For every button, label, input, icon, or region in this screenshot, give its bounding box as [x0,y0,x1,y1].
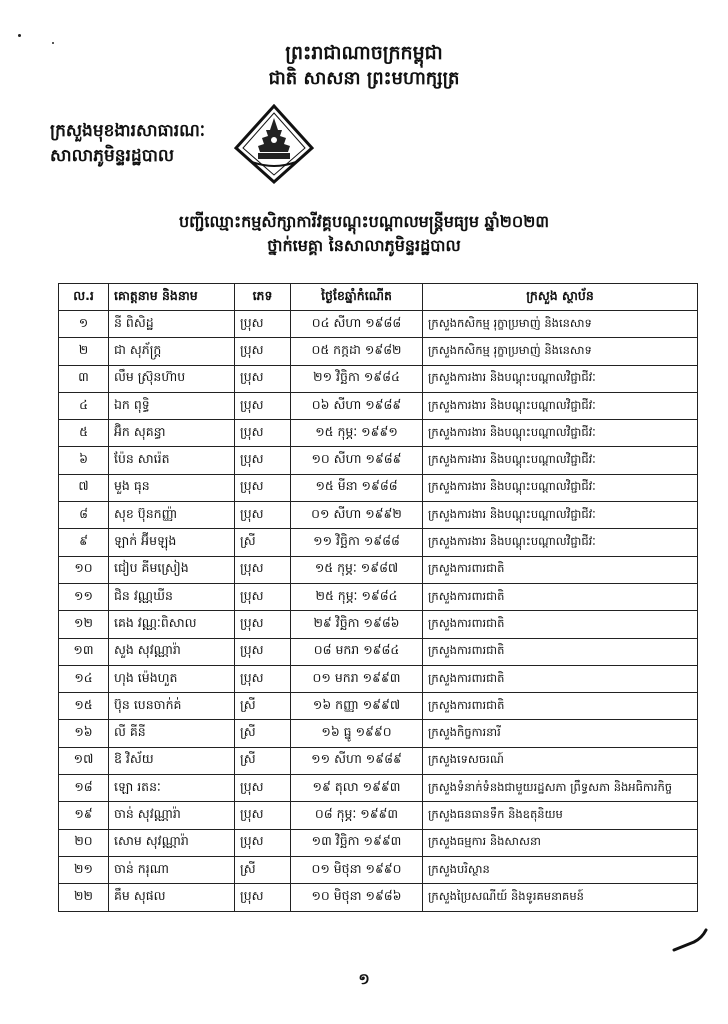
kingdom-heading: ព្រះរាជាណាចក្រកម្ពុជា [285,42,443,64]
cell-ministry: ក្រសួងការពារជាតិ [423,638,698,665]
cell-number: ១១ [59,583,109,610]
cell-name: នី ពិសិដ្ឋ [109,311,235,338]
table-row [59,583,698,610]
cell-number: ១៩ [59,802,109,829]
cell-dob: ១៥ មីនា ១៩៨៨ [291,474,423,501]
cell-number: ១ [59,311,109,338]
school-emblem-icon [234,104,314,184]
cell-ministry: ក្រសួងការពារជាតិ [423,611,698,638]
table-row [59,747,698,774]
table-row [59,829,698,856]
cell-ministry: ក្រសួងការងារ និងបណ្តុះបណ្តាលវិជ្ជាជីវៈ [423,392,698,419]
table-row [59,693,698,720]
document-title: បញ្ជីឈ្មោះកម្មសិក្សាការីវគ្គបណ្តុះបណ្តាលមន្ត្រីមធ្យម ឆ្នាំ២០២៣ [178,212,550,231]
cell-ministry: ក្រសួងកិច្ចការនារី [423,720,698,747]
table-row [59,802,698,829]
cell-ministry: ក្រសួងទេសចរណ៍ [423,747,698,774]
cell-name: សួង សុវណ្ណារ៉ា [109,638,235,665]
cell-dob: ០៦ សីហា ១៩៨៩ [291,392,423,419]
cell-name: ជៀប គីមស្រៀង [109,556,235,583]
national-motto: ជាតិ សាសនា ព្រះមហាក្សត្រ [268,68,460,89]
cell-number: ៨ [59,502,109,529]
cell-sex: ប្រុស [235,338,291,365]
table-row [59,420,698,447]
cell-ministry: ក្រសួងទំនាក់ទំនងជាមួយរដ្ឋសភា ព្រឹទ្ធសភា និងអធិការកិច្ច [423,775,698,802]
cell-ministry: ក្រសួងការងារ និងបណ្តុះបណ្តាលវិជ្ជាជីវៈ [423,474,698,501]
table-row [59,665,698,692]
cell-name: ហុង ម៉េងហួត [109,665,235,692]
cell-dob: ១៣ វិច្ឆិកា ១៩៩៣ [291,829,423,856]
cell-number: ៤ [59,392,109,419]
table-row [59,884,698,911]
table-row [59,474,698,501]
document-subtitle: ថ្នាក់មេគ្គា នៃសាលាភូមិន្ទរដ្ឋបាល [267,236,461,255]
cell-dob: ០១ សីហា ១៩៩២ [291,502,423,529]
trainee-table [58,283,698,912]
cell-sex: ប្រុស [235,611,291,638]
table-row [59,365,698,392]
cell-name: ជា សុភ័ក្រ្ត [109,338,235,365]
header-sex: ភេទ [235,284,291,311]
cell-ministry: ក្រសួងការងារ និងបណ្តុះបណ្តាលវិជ្ជាជីវៈ [423,365,698,392]
table-row [59,311,698,338]
cell-name: ឱ វិស័យ [109,747,235,774]
cell-dob: ០១ មករា ១៩៩៣ [291,665,423,692]
cell-number: ៧ [59,474,109,501]
cell-sex: ប្រុស [235,884,291,911]
cell-sex: ស្រី [235,693,291,720]
cell-number: ១០ [59,556,109,583]
cell-name: ប៊ុន បេនចាក់គ់ [109,693,235,720]
cell-number: ១២ [59,611,109,638]
pen-mark-icon [672,924,708,954]
cell-dob: ១១ សីហា ១៩៨៩ [291,747,423,774]
cell-sex: ស្រី [235,720,291,747]
cell-dob: ១១ វិច្ឆិកា ១៩៨៨ [291,529,423,556]
cell-dob: ១០ សីហា ១៩៨៩ [291,447,423,474]
ministry-name: ក្រសួងមុខងារសាធារណៈ [50,121,206,141]
cell-sex: ប្រុស [235,583,291,610]
table-row [59,638,698,665]
cell-number: ១៣ [59,638,109,665]
cell-sex: ប្រុស [235,802,291,829]
cell-dob: ១៩ តុលា ១៩៩៣ [291,775,423,802]
cell-name: គេង វណ្ណៈពិសាល [109,611,235,638]
cell-number: ៩ [59,529,109,556]
cell-sex: ស្រី [235,747,291,774]
table-row [59,720,698,747]
cell-dob: ០១ មិថុនា ១៩៩០ [291,856,423,883]
cell-sex: ប្រុស [235,829,291,856]
cell-ministry: ក្រសួងកសិកម្ម រុក្ខាប្រមាញ់ និងនេសាទ [423,338,698,365]
table-row [59,338,698,365]
cell-ministry: ក្រសួងធម្មការ និងសាសនា [423,829,698,856]
cell-name: លី គីនី [109,720,235,747]
cell-number: ៦ [59,447,109,474]
cell-number: ២១ [59,856,109,883]
cell-sex: ប្រុស [235,311,291,338]
school-name: សាលាភូមិន្ទរដ្ឋបាល [50,146,175,166]
cell-name: សុខ ប៊ុនកញ្ញ៉ា [109,502,235,529]
cell-dob: ១៥ កុម្ភៈ ១៩៩១ [291,420,423,447]
cell-name: មួង ធុន [109,474,235,501]
cell-sex: ស្រី [235,529,291,556]
cell-sex: ស្រី [235,856,291,883]
cell-ministry: ក្រសួងការងារ និងបណ្តុះបណ្តាលវិជ្ជាជីវៈ [423,502,698,529]
cell-number: ១៤ [59,665,109,692]
cell-ministry: ក្រសួងកសិកម្ម រុក្ខាប្រមាញ់ និងនេសាទ [423,311,698,338]
header-dob: ថ្ងៃខែឆ្នាំកំណើត [291,284,423,311]
cell-name: ឡោ រតនៈ [109,775,235,802]
cell-name: គឹម សុផល [109,884,235,911]
cell-number: ២២ [59,884,109,911]
cell-dob: ១៦ កញ្ញា ១៩៩៧ [291,693,423,720]
cell-ministry: ក្រសួងបរិស្ថាន [423,856,698,883]
cell-name: ចាន់ ករុណា [109,856,235,883]
cell-dob: ០៨ កុម្ភៈ ១៩៩៣ [291,802,423,829]
cell-ministry: ក្រសួងការងារ និងបណ្តុះបណ្តាលវិជ្ជាជីវៈ [423,420,698,447]
cell-sex: ប្រុស [235,775,291,802]
cell-name: អ៊ិក សុគន្ធា [109,420,235,447]
cell-name: ឯក ពុទ្ធិ [109,392,235,419]
table-row [59,611,698,638]
cell-sex: ប្រុស [235,365,291,392]
cell-sex: ប្រុស [235,502,291,529]
cell-name: ប៉ែន សារ៉េត [109,447,235,474]
cell-number: ១៧ [59,747,109,774]
cell-number: ៣ [59,365,109,392]
cell-sex: ប្រុស [235,447,291,474]
cell-dob: ២៩ វិច្ឆិកា ១៩៨៦ [291,611,423,638]
cell-name: ចាន់ សុវណ្ណារ៉ា [109,802,235,829]
cell-ministry: ក្រសួងការងារ និងបណ្តុះបណ្តាលវិជ្ជាជីវៈ [423,447,698,474]
cell-number: ១៨ [59,775,109,802]
cell-number: ៥ [59,420,109,447]
cell-ministry: ក្រសួងការងារ និងបណ្តុះបណ្តាលវិជ្ជាជីវៈ [423,529,698,556]
cell-ministry: ក្រសួងការពារជាតិ [423,556,698,583]
table-row [59,856,698,883]
cell-number: ២ [59,338,109,365]
cell-sex: ប្រុស [235,638,291,665]
header-number: ល.រ [59,284,109,311]
cell-name: សោម សុវណ្ណារ៉ា [109,829,235,856]
cell-ministry: ក្រសួងការពារជាតិ [423,665,698,692]
cell-dob: ១៥ កុម្ភៈ ១៩៨៧ [291,556,423,583]
cell-name: ជិន វណ្ណឃីន [109,583,235,610]
table-row [59,775,698,802]
header-ministry: ក្រសួង ស្ថាប័ន [423,284,698,311]
cell-dob: ២៥ កុម្ភៈ ១៩៨៤ [291,583,423,610]
cell-dob: ១៦ ធ្នូ ១៩៩០ [291,720,423,747]
cell-number: ២០ [59,829,109,856]
cell-sex: ប្រុស [235,665,291,692]
table-row [59,502,698,529]
cell-dob: ២១ វិច្ឆិកា ១៩៨៤ [291,365,423,392]
cell-dob: ១០ មិថុនា ១៩៨៦ [291,884,423,911]
table-header-row [59,284,698,311]
cell-sex: ប្រុស [235,420,291,447]
cell-number: ១៥ [59,693,109,720]
cell-dob: ០៨ មករា ១៩៨៤ [291,638,423,665]
cell-ministry: ក្រសួងការពារជាតិ [423,693,698,720]
cell-sex: ប្រុស [235,392,291,419]
page-number: ១ [358,970,370,988]
cell-number: ១៦ [59,720,109,747]
cell-dob: ០៤ សីហា ១៩៨៨ [291,311,423,338]
cell-sex: ប្រុស [235,556,291,583]
table-row [59,556,698,583]
cell-name: ឡាក់ អ៊ីមឡុង [109,529,235,556]
table-row [59,529,698,556]
scan-speck [18,34,21,37]
header-name: គោត្តនាម និងនាម [109,284,235,311]
cell-ministry: ក្រសួងធនធានទឹក និងឧតុនិយម [423,802,698,829]
cell-dob: ០៥ កក្កដា ១៩៨២ [291,338,423,365]
cell-ministry: ក្រសួងប្រៃសណីយ៍ និងទូរគមនាគមន៍ [423,884,698,911]
cell-sex: ប្រុស [235,474,291,501]
table-row [59,447,698,474]
cell-ministry: ក្រសួងការពារជាតិ [423,583,698,610]
table-row [59,392,698,419]
cell-name: លឹម ស្រ៊ុនហ៊ាប [109,365,235,392]
